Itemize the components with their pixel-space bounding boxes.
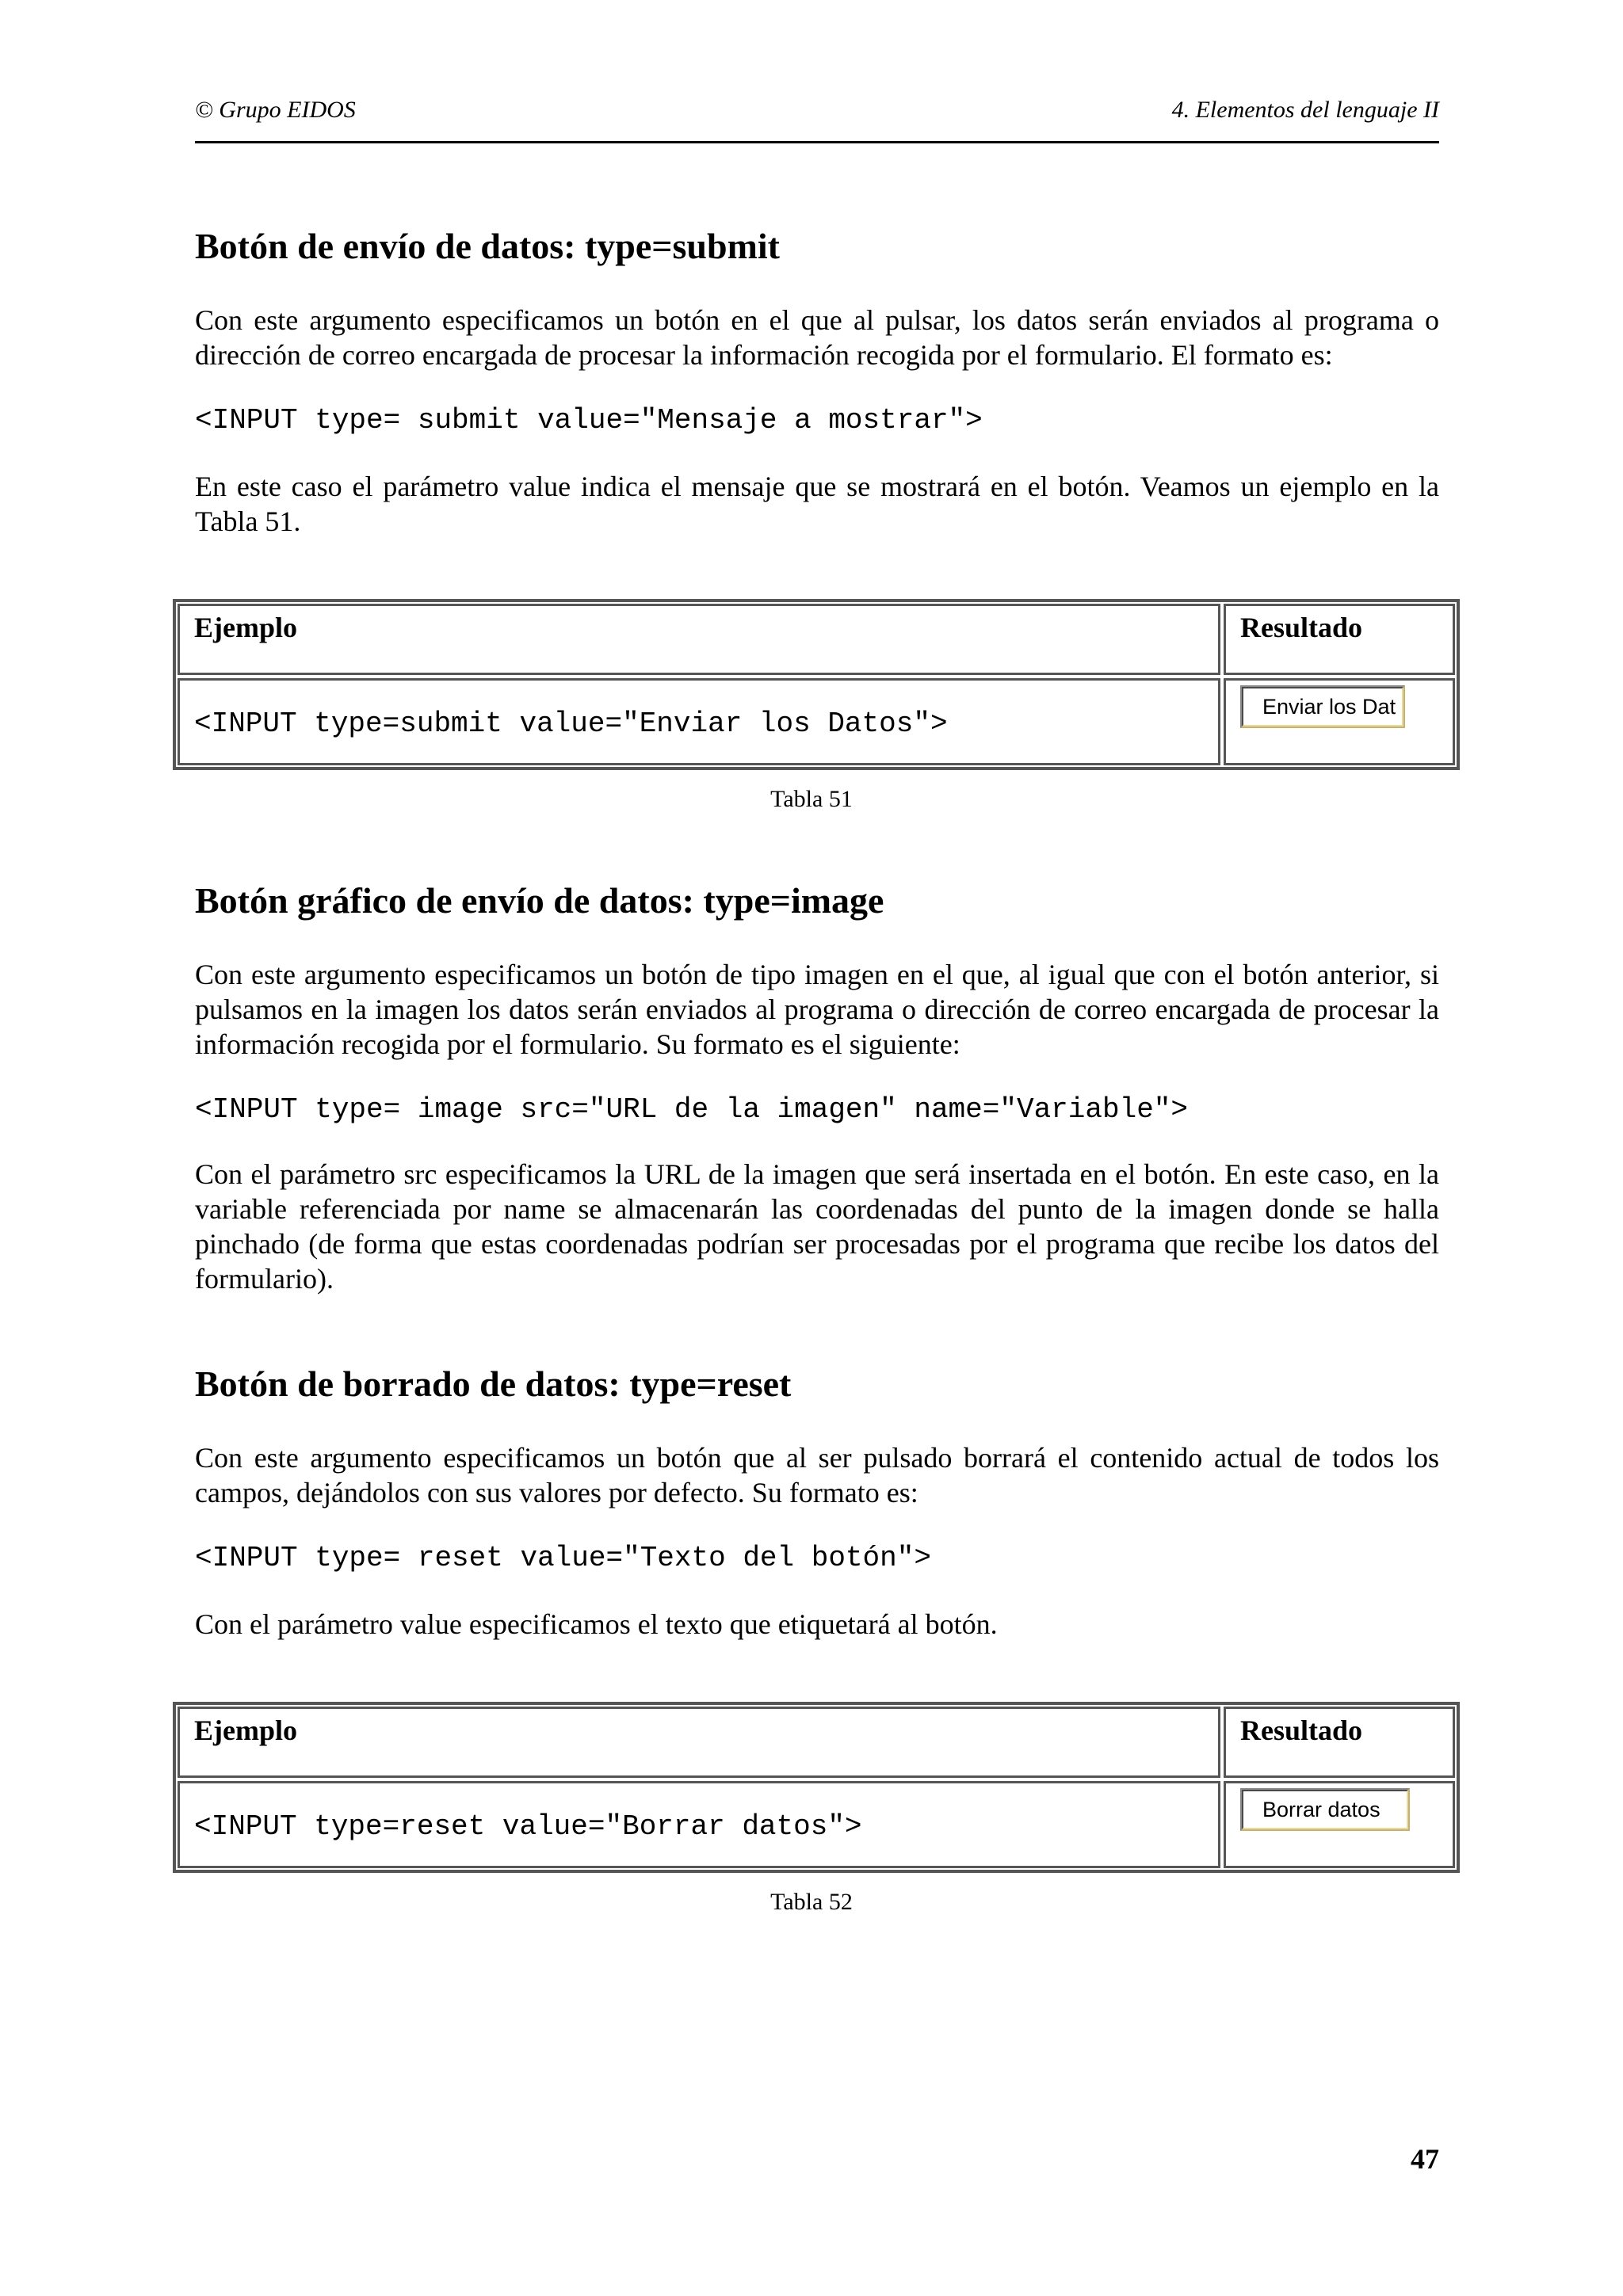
table-header-row xyxy=(176,602,1457,677)
page-number: 47 xyxy=(1411,2143,1439,2175)
table-header-cell-result xyxy=(1224,1707,1455,1778)
section-title-image: Botón gráfico de envío de datos: type=image xyxy=(195,880,884,921)
table-header-row xyxy=(176,1705,1457,1779)
code-image-format: <INPUT type= image src="URL de la imagen" name="Variable"> xyxy=(195,1093,1189,1126)
example-table-52 xyxy=(173,1702,1460,1873)
table-header-cell-result xyxy=(1224,604,1455,675)
header-publisher: © Grupo EIDOS xyxy=(195,97,356,123)
running-header xyxy=(195,93,1439,143)
submit-button-example[interactable]: Enviar los Dat xyxy=(1240,685,1405,728)
code-submit-format: <INPUT type= submit value="Mensaje a mostrar"> xyxy=(195,404,983,437)
table-header-cell-example xyxy=(178,1707,1220,1778)
table-cell-result xyxy=(1224,1781,1455,1868)
paragraph-submit-value: En este caso el parámetro value indica el mensaje que se mostrará en el botón. Veamos un ejemplo en la Tabla 51. xyxy=(195,471,1439,537)
table-caption-52: Tabla 52 xyxy=(770,1889,853,1915)
table-cell-example xyxy=(178,678,1220,765)
paragraph-submit-intro: Con este argumento especificamos un botón en el que al pulsar, los datos serán enviados al programa o dirección de correo encargada de procesar la información recogida por el formulario. El formato es: xyxy=(195,304,1439,371)
paragraph-image-intro: Con este argumento especificamos un botón de tipo imagen en el que, al igual que con el botón anterior, si pulsamos en la imagen los datos serán enviados al programa o dirección de correo encargada de procesar la información recogida por el formulario. Su formato es el siguiente: xyxy=(195,959,1439,1060)
paragraph-reset-value: Con el parámetro value especificamos el texto que etiquetará al botón. xyxy=(195,1608,998,1640)
reset-button-example[interactable]: Borrar datos xyxy=(1240,1788,1410,1831)
table-header-cell-example xyxy=(178,604,1220,675)
paragraph-reset-intro: Con este argumento especificamos un botón que al ser pulsado borrará el contenido actual de todos los campos, dejándolos con sus valores por defecto. Su formato es: xyxy=(195,1442,1439,1508)
column-header-result: Resultado xyxy=(1240,1714,1363,1746)
section-title-reset: Botón de borrado de datos: type=reset xyxy=(195,1363,792,1404)
table-caption-51: Tabla 51 xyxy=(770,786,853,812)
paragraph-image-src: Con el parámetro src especificamos la URL de la imagen que será insertada en el botón. En este caso, en la variable referenciada por name se almacenarán las coordenadas del punto de la imagen donde se halla pinchado (de forma que estas coordenadas podrían ser procesadas por el programa que recibe los datos del formulario). xyxy=(195,1158,1439,1295)
column-header-result: Resultado xyxy=(1240,612,1363,643)
column-header-example: Ejemplo xyxy=(194,1714,297,1746)
section-title-submit: Botón de envío de datos: type=submit xyxy=(195,226,780,266)
table-row xyxy=(176,677,1457,767)
example-code: <INPUT type=submit value="Enviar los Datos"> xyxy=(194,707,948,740)
example-code: <INPUT type=reset value="Borrar datos"> xyxy=(194,1810,862,1843)
column-header-example: Ejemplo xyxy=(194,612,297,643)
code-reset-format: <INPUT type= reset value="Texto del botón"> xyxy=(195,1542,931,1574)
table-row xyxy=(176,1779,1457,1870)
table-cell-result xyxy=(1224,678,1455,765)
header-chapter: 4. Elementos del lenguaje II xyxy=(1171,97,1439,123)
table-cell-example xyxy=(178,1781,1220,1868)
example-table-51 xyxy=(173,599,1460,770)
